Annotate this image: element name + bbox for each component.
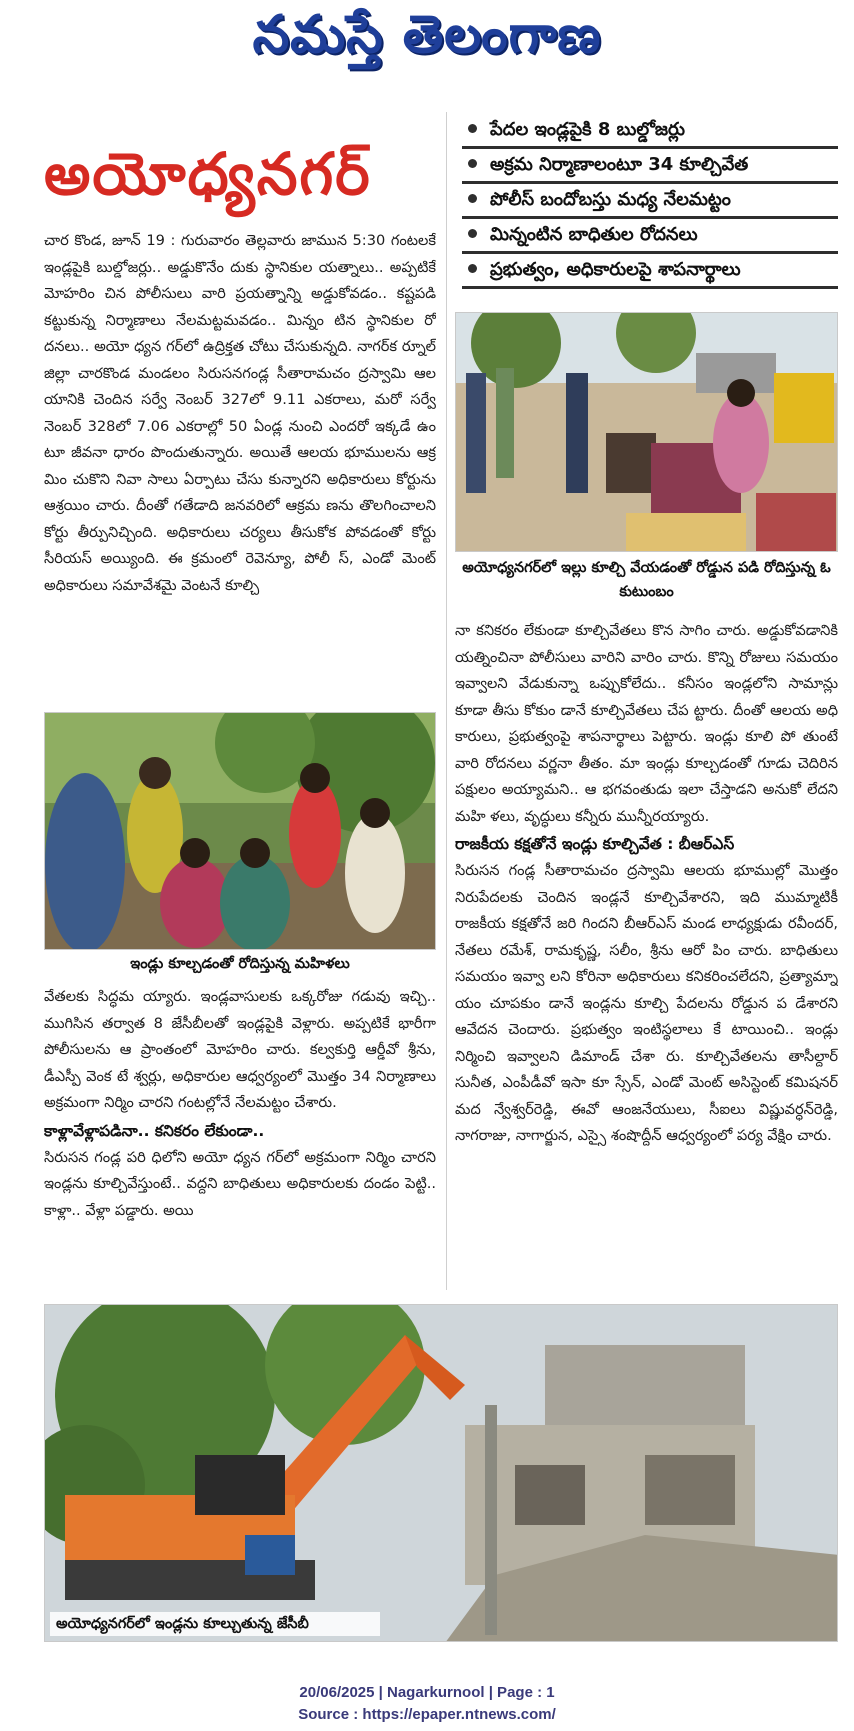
photo-women <box>44 712 436 950</box>
footer-source: Source : https://epaper.ntnews.com/ <box>298 1706 556 1723</box>
subheading-2: రాజకీయ కక్షతోనే ఇండ్లు కూల్చివేత : బీఆర్‌ఎస్ <box>455 835 735 853</box>
article-paragraph: నా కనికరం లేకుండా కూల్చివేతలు కొన సాగిం చారు. అడ్డుకోవడానికి యత్నించినా పోలీసులు వారిని వారిం చారు. కొన్ని రోజులు సమయం ఇవ్వాలని వేడుకున్నా ఒప్పుకోలేదు.. కనీసం ఇండ్లలోని సామాన్లు కూడా తీసు కోకుం డానే కూల్చివేతలు చేప ట్టారు. దీంతో ఆలయ అధి కారులు, ప్రభుత్వంపై శాపనార్థాలు పెట్టారు. ఇండ్లు కూలి పో తుంటే వారి రోదనలు వర్ణనా తీతం. మా ఇండ్లు కూల్చడంతో గూడు చెదిరిన పక్షులం అయ్యామని.. ఆ భగవంతుడు ఇలా చేస్తాడని అనుకో లేదని మహి ళలు, వృద్ధులు కన్నీరు మున్నీరయ్యారు. <box>455 622 838 825</box>
photo-family-image <box>456 313 838 552</box>
photo-jcb-image <box>45 1305 838 1642</box>
caption-jcb: అయోధ్యనగర్‌లో ఇండ్లను కూల్చుతున్న జేసీబీ <box>50 1612 380 1636</box>
column-divider <box>446 112 447 1290</box>
article-col2 <box>455 618 838 1286</box>
article-paragraph: చార కొండ, జూన్ 19 : గురువారం తెల్లవారు జామున 5:30 గంటలకే ఇండ్లపైకి బుల్డోజర్లు.. అడ్డుకొనేం దుకు స్థానికుల యత్నాలు.. అప్పటికే మోహరిం చిన పోలీసులు వారి ప్రయత్నాన్ని అడ్డుకోవడం.. కష్టపడి కట్టుకున్న నిర్మాణాలు నేలమట్టమవడం.. మిన్నం టిన స్థానికుల రో దనలు.. అయో ధ్యన గర్‌లో ఉద్రిక్తత చోటు చేసుకున్నది. నాగర్‌క ర్నూల్ జిల్లా చారకొండ మండలం సిరుసనగండ్ల సీతారామచం ద్రస్వామి ఆల యానికి చెందిన సర్వే నెంబర్ 327లో 9.11 ఎకరాలు, మరో సర్వే నెంబర్ 328లో 7.06 ఎకరాల్లో 50 ఏండ్ల నుంచి ఎందరో ఇక్కడే ఉం టూ జీవనా ధారం పొందుతున్నారు. అయితే ఆలయ భూములను ఆక్ర మిం చుకొని నివా సాలు ఏర్పాటు చేసు కున్నారని అధికారులు కోర్టును ఆశ్రయిం చారు. దీంతో గతేడాది జనవరిలో ఆక్రమ ణను తొలగించాలని కోర్టు తీర్పునిచ్చింది. అధికారులు చర్యలు తీసుకోక పోవడంతో కోర్టు సీరియస్ అయ్యింది. ఈ క్రమంలో రెవెన్యూ, పోలీ స్, ఎండో మెంట్ అధికారులు సమావేశమై వెంటనే కూల్చి <box>44 232 436 594</box>
masthead <box>0 4 854 76</box>
headline-text: అయోధ్యనగర్ <box>44 140 372 208</box>
caption-family: అయోధ్యనగర్‌లో ఇల్లు కూల్చి వేయడంతో రోడ్డున పడి రోదిస్తున్న ఓ కుటుంబం <box>462 560 831 600</box>
subheading-1: కాళ్లావేళ్లాపడినా.. కనికరం లేకుండా.. <box>44 1121 265 1140</box>
headline <box>44 140 454 220</box>
masthead-title: నమస్తే తెలంగాణ <box>252 4 602 65</box>
footer-dateline: 20/06/2025 | Nagarkurnool | Page : 1 <box>299 1684 555 1701</box>
photo-jcb <box>44 1304 838 1642</box>
highlight-item: మిన్నంటిన బాధితుల రోదనలు <box>462 219 838 254</box>
photo-women-image <box>45 713 436 950</box>
article-paragraph: సిరుసన గండ్ల పరి ధిలోని అయో ధ్యన గర్‌లో అక్రమంగా నిర్మిం చారని ఇండ్లను కూల్చివేస్తుంటే.. వద్దని బాధితులు అధికారులకు దండం పెట్టి.. కాళ్లా.. వేళ్లా పడ్డారు. అయి <box>44 1148 436 1219</box>
article-col1-bottom <box>44 984 436 1280</box>
highlight-item: అక్రమ నిర్మాణాలంటూ 34 కూల్చివేత <box>462 149 838 184</box>
photo-family <box>455 312 838 552</box>
highlight-item: పోలీస్ బందోబస్తు మధ్య నేలమట్టం <box>462 184 838 219</box>
caption-women: ఇండ్లు కూల్చడంతో రోదిస్తున్న మహిళలు <box>130 956 350 972</box>
article-paragraph: వేతలకు సిద్ధమ య్యారు. ఇండ్లవాసులకు ఒక్కరోజు గడువు ఇచ్చి.. ముగిసిన తర్వాత 8 జేసీబీలతో ఇండ్లపైకి వెళ్లారు. అప్పటికే భారీగా పోలీసులను ఆ ప్రాంతంలో మోహరిం చారు. కల్వకుర్తి ఆర్డీవో శ్రీను, డీఎస్పీ వెంక టే శ్వర్లు, అధికారుల ఆధ్వర్యంలో మొత్తం 34 నిర్మాణాలు అక్రమంగా నిర్మిం చారని గంటల్లోనే నేలమట్టం చేశారు. <box>44 988 436 1111</box>
highlight-item: ప్రభుత్వం, అధికారులపై శాపనార్థాలు <box>462 254 838 289</box>
highlight-item: పేదల ఇండ్లపైకి 8 బుల్డోజర్లు <box>462 114 838 149</box>
article-col1-top <box>44 228 436 710</box>
article-paragraph: సిరుసన గండ్ల సీతారామచం ద్రస్వామి ఆలయ భూముల్లో మొత్తం నిరుపేదలకు చెందిన ఇండ్లనే కూల్చివేశారని, ఇది ముమ్మాటికీ రాజకీయ కక్షతోనే జరి గిందని బీఆర్‌ఎస్ మండ లాధ్యక్షుడు రవీందర్, నేతలు రమేశ్, రామకృష్ణ, సలీం, శ్రీను ఆరో పిం చారు. బాధితులు సమయం ఇవ్వా లని కోరినా అధికారులు కనికరించలేదని, ప్రత్యామ్నా యం చూపకుం డానే ఇండ్లను కూల్చి పేదలను రోడ్డున ప డేశారని ఆవేదన చెందారు. ప్రభుత్వం ఇంటిస్థలాలు కే టాయించి.. ఇండ్లు నిర్మించి ఇవ్వాలని డిమాండ్ చేశా రు. కూల్చివేతలను తాసీల్దార్ సునీత, ఎంపీడీవో ఇసా కూ స్సేన్, ఎండో మెంట్ అసిస్టెంట్ కమిషనర్ మద న్వేశ్వర్‌రెడ్డి, ఈవో ఆంజనేయులు, సీఐలు విష్ణువర్ధన్‌రెడ్డి, నాగరాజు, నాగార్జున, ఎస్సై శంషొద్దీన్ ఆధ్వర్యంలో పర్య వేక్షిం చారు. <box>455 862 838 1144</box>
highlights-list <box>462 114 838 289</box>
